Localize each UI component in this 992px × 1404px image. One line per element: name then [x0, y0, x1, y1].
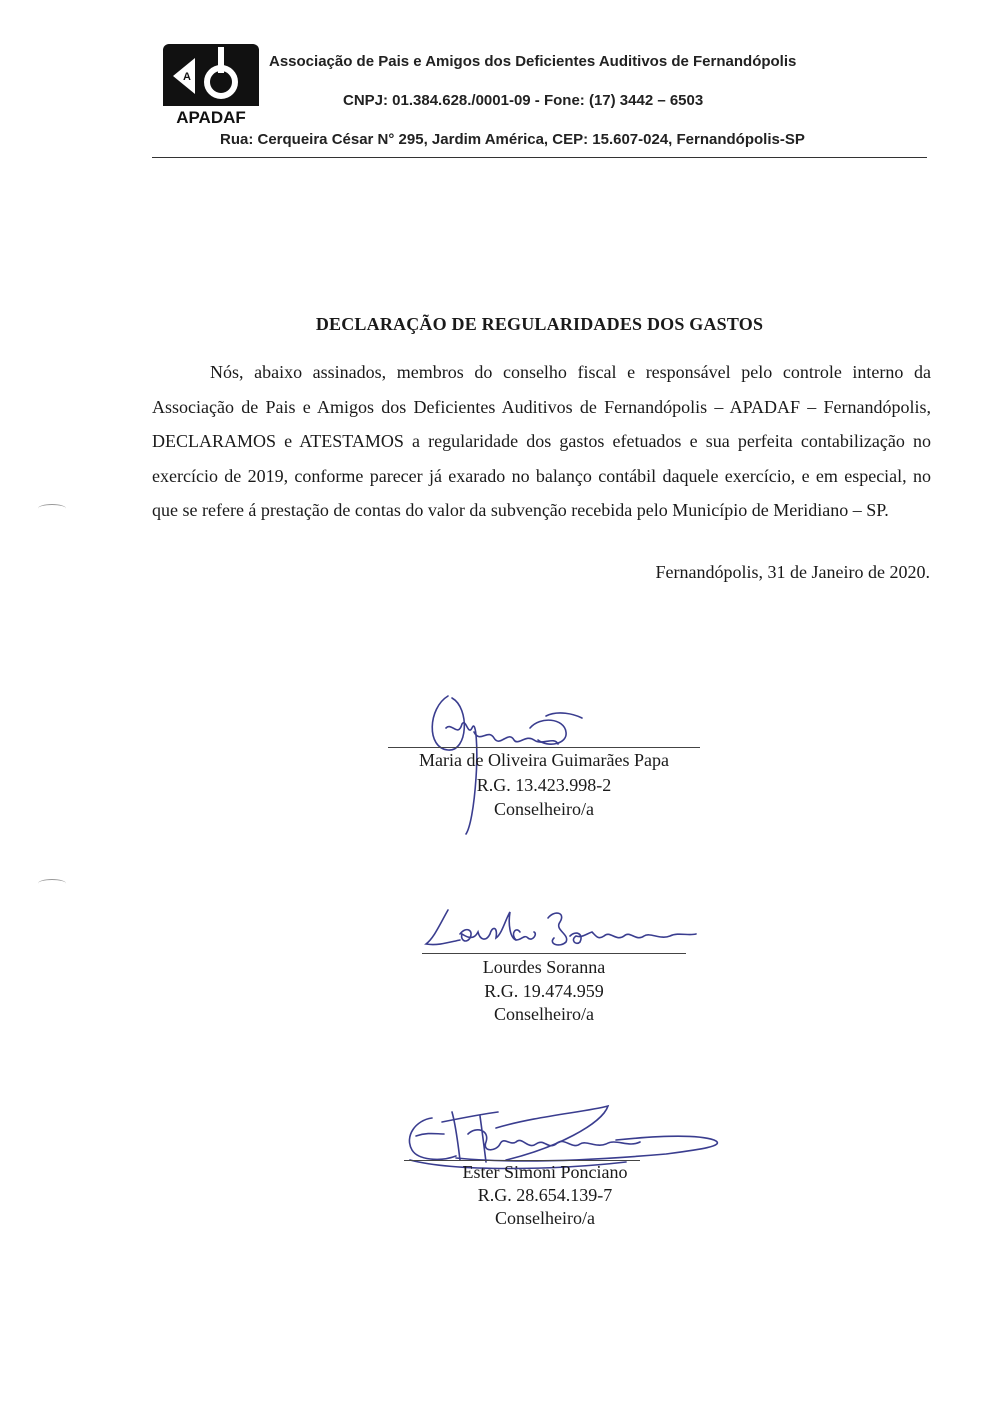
- scan-mark: [38, 879, 66, 888]
- signature-1-line: [388, 747, 700, 748]
- document-title: DECLARAÇÃO DE REGULARIDADES DOS GASTOS: [315, 314, 764, 334]
- scan-mark: [38, 504, 66, 513]
- apadaf-logo: [163, 44, 259, 126]
- svg-text:A: A: [183, 71, 191, 83]
- signatory-3-name: Ester Simoni Ponciano: [462, 1162, 628, 1182]
- signatory-3-rg: R.G. 28.654.139-7: [477, 1185, 613, 1205]
- signature-2-line: [422, 953, 686, 954]
- signatory-3-role: Conselheiro/a: [495, 1208, 595, 1228]
- logo-wordmark: APADAF: [176, 108, 246, 126]
- signatory-2-role: Conselheiro/a: [494, 1004, 594, 1024]
- signatory-1-rg: R.G. 13.423.998-2: [476, 775, 612, 795]
- signature-2-handwriting: [420, 904, 700, 954]
- contact-info: CNPJ: 01.384.628./0001-09 - Fone: (17) 3442 – 6503: [343, 92, 704, 109]
- signatory-1-name: Maria de Oliveira Guimarães Papa: [419, 750, 669, 770]
- header-divider: [152, 157, 927, 158]
- declaration-body: Nós, abaixo assinados, membros do conselho fiscal e responsável pelo controle interno da Associação de Pais e Amigos dos Deficientes Auditivos de Fernandópolis – APADAF – Fernandópolis, DECLARAMOS e ATESTAMOS a regularidade dos gastos efetuados e sua perfeita contabilização no exercício de 2019, conforme parecer já exarado no balanço contábil daquele exercício, e em especial, no que se refere á prestação de contas do valor da subvenção recebida pelo Município de Meridiano – SP.: [152, 362, 931, 521]
- signatory-1-role: Conselheiro/a: [494, 799, 594, 819]
- place-date: Fernandópolis, 31 de Janeiro de 2020.: [655, 562, 930, 582]
- signatory-2-name: Lourdes Soranna: [482, 957, 606, 977]
- organization-name: Associação de Pais e Amigos dos Deficientes Auditivos de Fernandópolis: [269, 53, 797, 70]
- signatory-2-rg: R.G. 19.474.959: [484, 981, 604, 1001]
- address: Rua: Cerqueira César N° 295, Jardim América, CEP: 15.607-024, Fernandópolis-SP: [220, 131, 805, 148]
